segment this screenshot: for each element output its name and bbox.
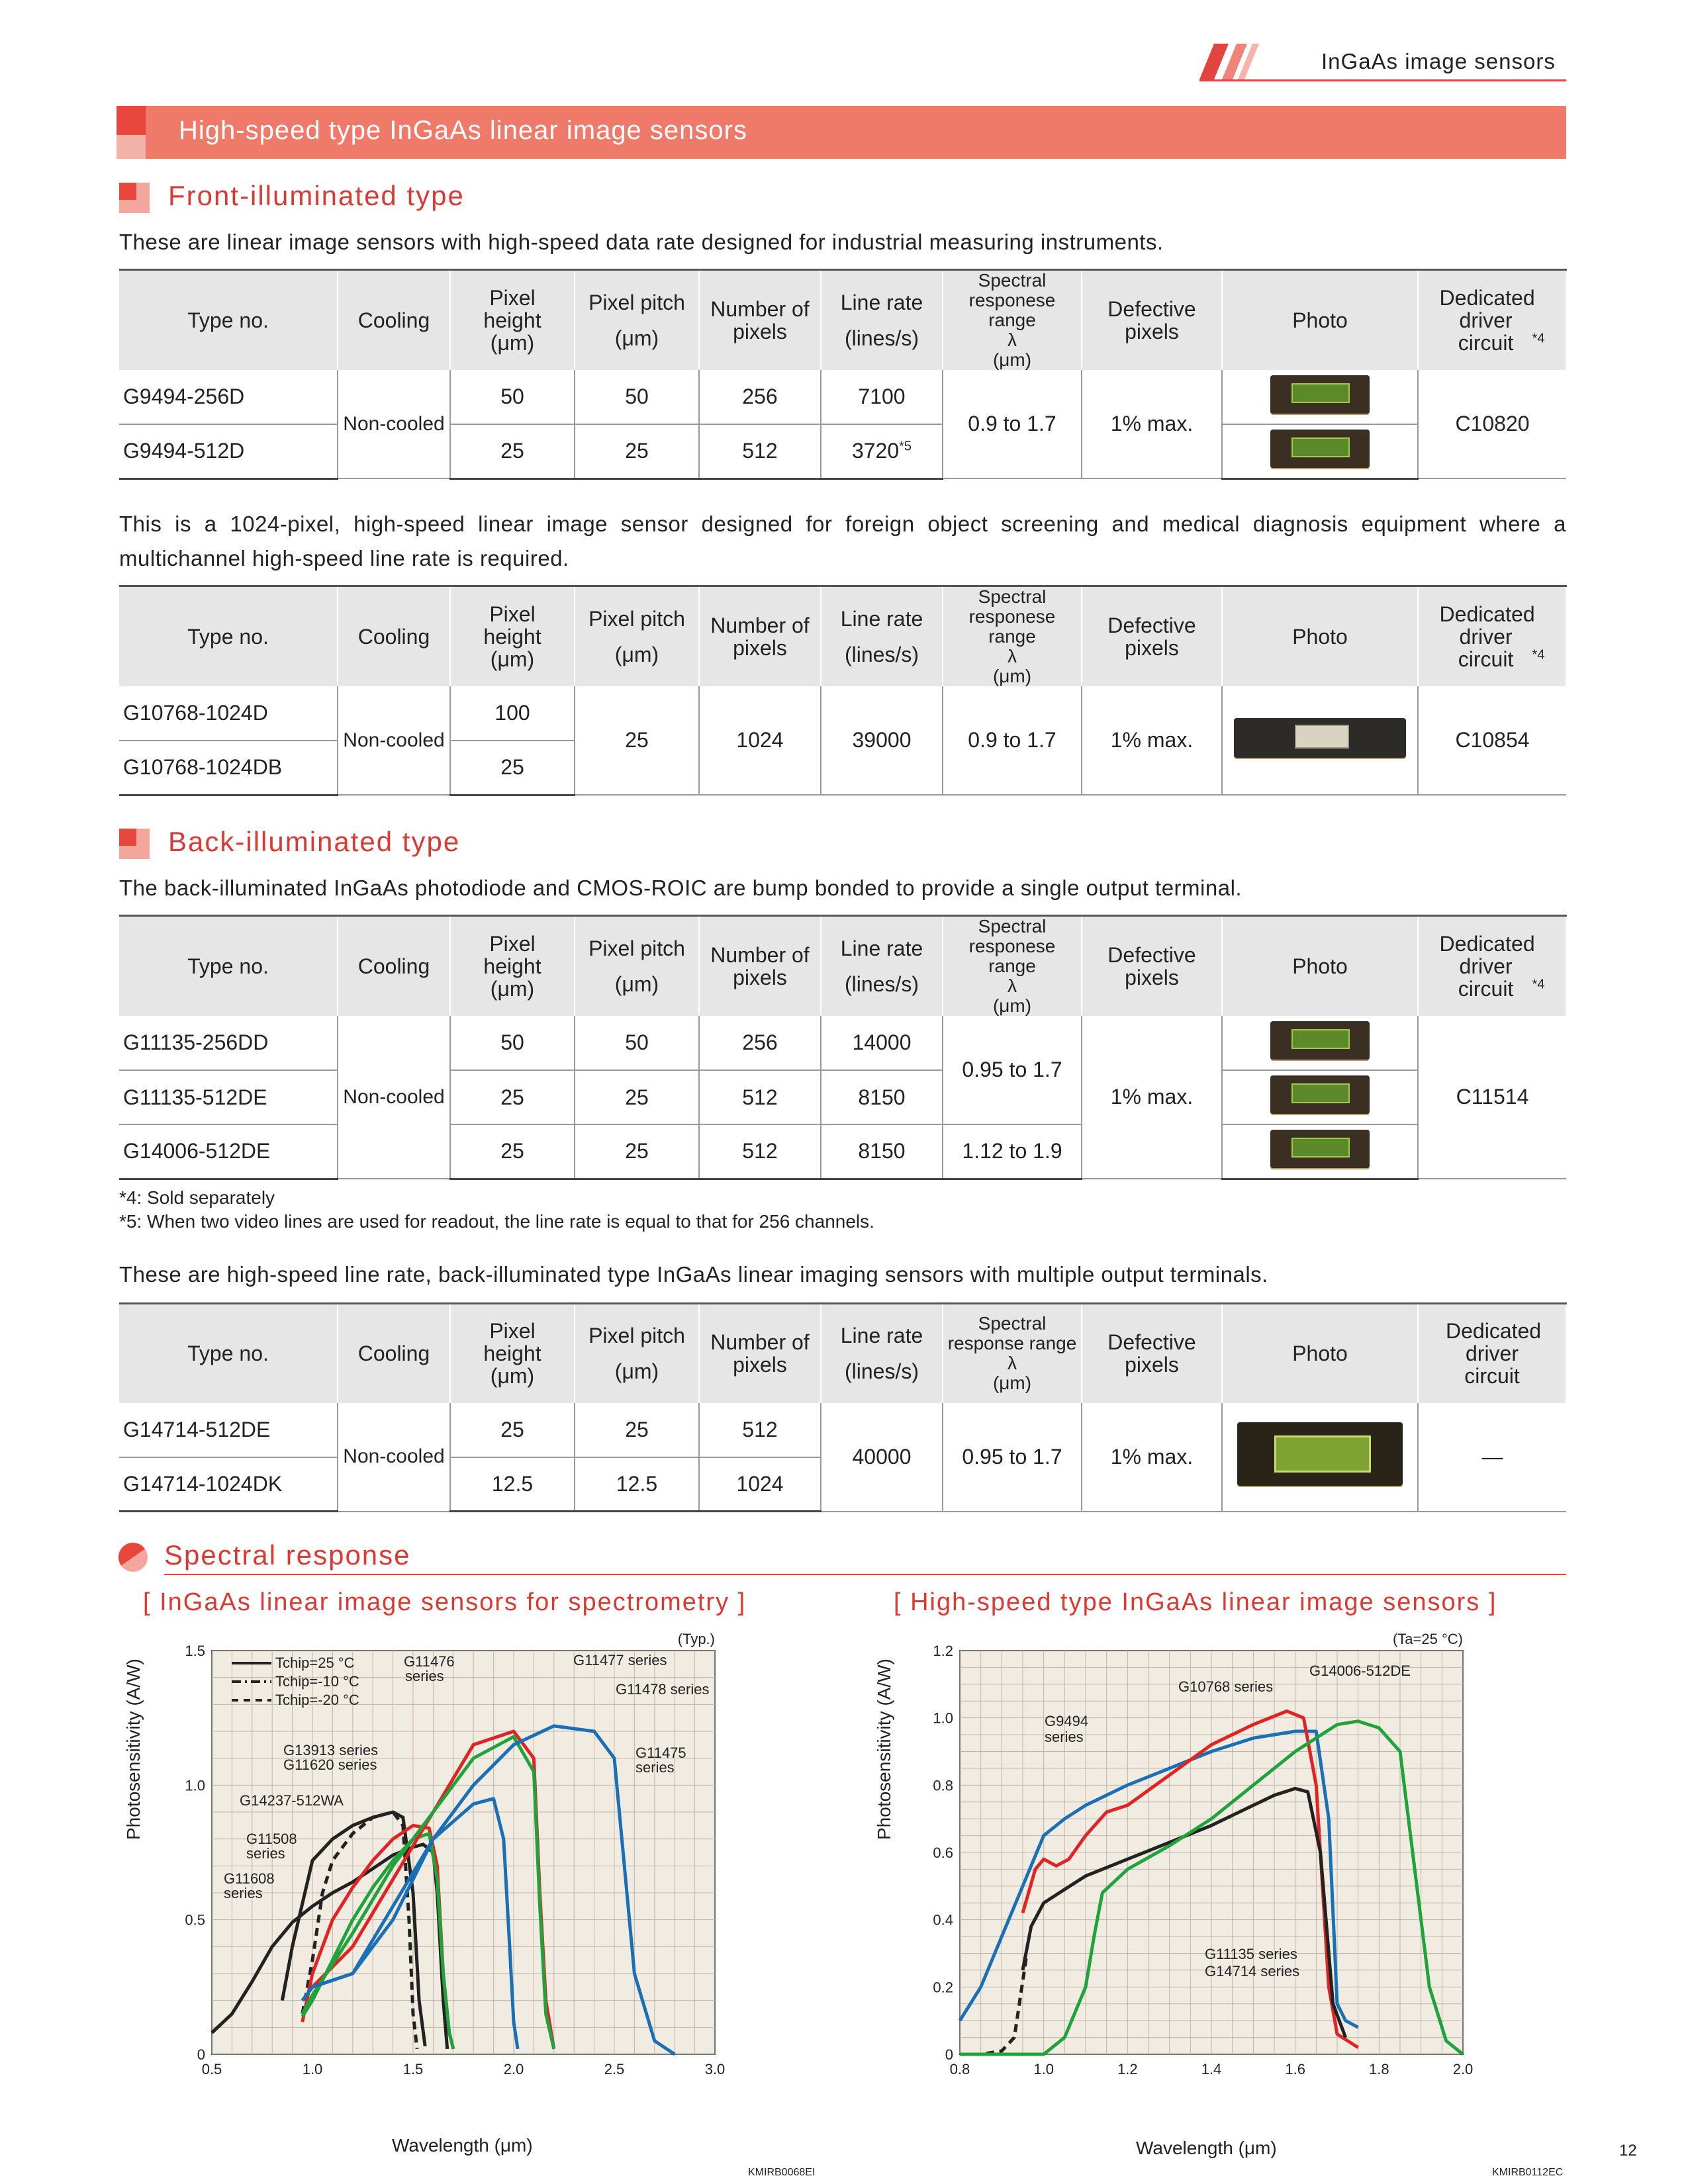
driver-label: Dedicated driver circuit — [1439, 602, 1535, 671]
back-intro-1: The back-illuminated InGaAs photodiode and CMOS-ROIC are bump bonded to provide a single output terminal. — [119, 876, 1243, 900]
sensor-photo-image — [1270, 1130, 1370, 1168]
right-spectral-chart — [867, 1628, 1529, 2131]
pixel-pitch-label: Pixel pitch — [588, 1324, 685, 1348]
footnote-5: *5: When two video lines are used for readout, the line rate is equal to that for 256 channels. — [119, 1211, 874, 1232]
y-tick-label: 0.4 — [933, 1911, 953, 1929]
pixel-pitch-label: Pixel pitch — [588, 607, 685, 631]
series-annotation: G10768 series — [1178, 1678, 1274, 1695]
y-tick-label: 0.2 — [933, 1979, 953, 1996]
spectral-label: Spectral response range — [947, 1313, 1077, 1354]
pitch-cell: 50 — [575, 1016, 699, 1070]
pixel-pitch-label: Pixel pitch — [588, 291, 685, 314]
y-tick-label: 1.0 — [185, 1777, 205, 1794]
num-pixels-label: Number of pixels — [710, 943, 810, 989]
right-chart-note: (Ta=25 °C) — [1392, 1631, 1463, 1647]
photo-cell — [1222, 424, 1418, 478]
photo-cell — [1222, 1124, 1418, 1179]
col-defective — [1082, 1304, 1222, 1403]
table-row — [119, 1070, 1566, 1124]
y-tick-label: 1.5 — [185, 1643, 205, 1659]
col-cooling: Cooling — [338, 586, 450, 687]
unit-label: (μm) — [490, 977, 535, 1001]
col-driver — [1418, 586, 1566, 687]
spec-table-g14714 — [119, 1302, 1567, 1512]
unit-label: (μm) — [490, 331, 535, 355]
table-row — [119, 424, 1566, 478]
col-num-pixels — [699, 270, 821, 371]
photo-cell — [1222, 686, 1418, 795]
col-num-pixels — [699, 586, 821, 687]
unit-label: (μm) — [992, 995, 1032, 1016]
driver-cell: C10854 — [1418, 686, 1566, 795]
type-cell: G10768-1024DB — [119, 741, 338, 795]
left-chart-heading: [ InGaAs linear image sensors for spectrometry ] — [143, 1588, 747, 1616]
spectral-cell: 0.9 to 1.7 — [943, 686, 1082, 795]
height-cell: 100 — [450, 686, 575, 741]
back-intro-2: These are high-speed line rate, back-illuminated type InGaAs linear imaging sensors with multiple output terminals. — [119, 1262, 1268, 1287]
defective-cell: 1% max. — [1082, 1403, 1222, 1512]
series-annotation: G14006-512DE — [1309, 1662, 1411, 1679]
pitch-cell: 25 — [575, 424, 699, 478]
lambda-label: λ — [1008, 646, 1017, 666]
sensor-photo-image — [1270, 430, 1370, 468]
spec-table-g9494 — [119, 269, 1567, 480]
line-rate-label: Line rate — [840, 936, 923, 960]
left-ylabel: Photosensitivity (A/W) — [123, 1659, 144, 1840]
col-defective — [1082, 270, 1222, 371]
height-cell: 25 — [450, 1070, 575, 1124]
pitch-cell: 25 — [575, 1124, 699, 1179]
unit-label: (μm) — [614, 972, 659, 996]
height-cell: 25 — [450, 1124, 575, 1179]
col-num-pixels — [699, 1304, 821, 1403]
type-cell: G10768-1024D — [119, 686, 338, 741]
left-xlabel: Wavelength (μm) — [392, 2135, 533, 2156]
x-tick-label: 0.5 — [201, 2061, 222, 2077]
photo-cell — [1222, 1016, 1418, 1070]
photo-cell — [1222, 1403, 1418, 1512]
unit-label: (lines/s) — [844, 1359, 919, 1384]
y-tick-label: 1.0 — [933, 1709, 953, 1727]
defective-cell: 1% max. — [1082, 686, 1222, 795]
spectral-label: Spectral responese range — [968, 270, 1056, 330]
table-row — [119, 370, 1566, 424]
x-tick-label: 2.0 — [1452, 2061, 1474, 2077]
series-annotation: series — [1045, 1729, 1084, 1745]
defective-cell: 1% max. — [1082, 1016, 1222, 1179]
legend-label: Tchip=-10 °C — [275, 1673, 359, 1690]
type-cell: G14006-512DE — [119, 1124, 338, 1179]
height-cell: 12.5 — [450, 1457, 575, 1512]
front-intro-2: This is a 1024-pixel, high-speed linear image sensor designed for foreign object screening and medical diagnosis equipment where a multichannel high-speed line rate is required. — [119, 512, 1566, 570]
y-tick-label: 0 — [945, 2046, 953, 2063]
col-spectral — [943, 1304, 1082, 1403]
x-tick-label: 1.0 — [1033, 2061, 1054, 2077]
driver-cell: C10820 — [1418, 370, 1566, 478]
line-rate-label: Line rate — [840, 1324, 923, 1348]
sensor-photo-image — [1270, 1021, 1370, 1060]
unit-label: (lines/s) — [844, 972, 919, 996]
col-line-rate — [821, 586, 943, 687]
col-driver — [1418, 1304, 1566, 1403]
col-pixel-height — [450, 270, 575, 371]
lambda-label: λ — [1008, 1353, 1017, 1374]
defective-cell: 1% max. — [1082, 370, 1222, 478]
x-tick-label: 1.6 — [1285, 2061, 1305, 2077]
y-tick-label: 1.2 — [933, 1643, 953, 1659]
col-photo: Photo — [1222, 1304, 1418, 1403]
series-annotation: series — [246, 1845, 285, 1862]
unit-label: (lines/s) — [844, 643, 919, 666]
series-annotation: G11477 series — [573, 1652, 667, 1668]
x-tick-label: 3.0 — [704, 2061, 726, 2077]
y-tick-label: 0.6 — [933, 1844, 953, 1861]
height-cell: 25 — [450, 424, 575, 478]
banner-title: High-speed type InGaAs linear image sensors — [179, 116, 747, 145]
col-driver — [1418, 270, 1566, 371]
spectral-cell: 0.95 to 1.7 — [943, 1016, 1082, 1124]
defective-label: Defective pixels — [1107, 943, 1196, 989]
series-annotation: G11608 — [224, 1870, 275, 1887]
spec-table-g11135 — [119, 915, 1567, 1180]
x-tick-label: 1.2 — [1117, 2061, 1138, 2077]
section-square-icon — [119, 829, 150, 859]
driver-cell: C11514 — [1418, 1016, 1566, 1179]
pitch-cell: 12.5 — [575, 1457, 699, 1512]
photo-cell — [1222, 1070, 1418, 1124]
type-cell: G14714-512DE — [119, 1403, 338, 1457]
sensor-photo-image — [1270, 1075, 1370, 1114]
type-cell: G11135-512DE — [119, 1070, 338, 1124]
pitch-cell: 25 — [575, 1070, 699, 1124]
rate-cell: 40000 — [821, 1403, 943, 1512]
x-tick-label: 1.4 — [1201, 2061, 1222, 2077]
footnote-ref: *4 — [1532, 647, 1545, 662]
cooling-cell: Non-cooled — [338, 1016, 450, 1179]
pixel-height-label: Pixel height — [483, 602, 541, 649]
rate-cell: 39000 — [821, 686, 943, 795]
pixel-height-label: Pixel height — [483, 932, 541, 978]
spectral-section-icon — [118, 1542, 148, 1572]
front-illuminated-title: Front-illuminated type — [168, 180, 465, 211]
pixels-cell: 512 — [699, 1124, 821, 1179]
unit-label: (μm) — [490, 647, 535, 671]
right-chart-heading: [ High-speed type InGaAs linear image sensors ] — [894, 1588, 1497, 1616]
y-tick-label: 0 — [197, 2046, 205, 2063]
col-pixel-height — [450, 916, 575, 1017]
height-cell: 50 — [450, 370, 575, 424]
x-tick-label: 1.5 — [402, 2061, 424, 2077]
driver-label: Dedicated driver circuit — [1446, 1319, 1542, 1388]
defective-label: Defective pixels — [1107, 1330, 1196, 1377]
series-annotation: series — [405, 1668, 444, 1684]
col-type: Type no. — [119, 916, 338, 1017]
col-spectral — [943, 916, 1082, 1017]
x-tick-label: 2.5 — [604, 2061, 625, 2077]
num-pixels-label: Number of pixels — [710, 297, 810, 343]
col-type: Type no. — [119, 586, 338, 687]
table-row — [119, 1124, 1566, 1179]
col-cooling: Cooling — [338, 270, 450, 371]
type-cell: G9494-512D — [119, 424, 338, 478]
col-num-pixels — [699, 916, 821, 1017]
pixels-cell: 256 — [699, 370, 821, 424]
col-defective — [1082, 586, 1222, 687]
col-pixel-pitch — [575, 1304, 699, 1403]
spectral-cell: 1.12 to 1.9 — [943, 1124, 1082, 1179]
series-annotation: G11135 series — [1205, 1946, 1297, 1962]
unit-label: (μm) — [992, 349, 1032, 370]
series-annotation: G11476 — [404, 1653, 455, 1670]
col-defective — [1082, 916, 1222, 1017]
pixels-cell: 1024 — [699, 1457, 821, 1512]
right-ylabel: Photosensitivity (A/W) — [874, 1659, 894, 1840]
pitch-cell: 25 — [575, 1403, 699, 1457]
col-pixel-pitch — [575, 270, 699, 371]
x-tick-label: 2.0 — [503, 2061, 524, 2077]
unit-label: (lines/s) — [844, 326, 919, 350]
spectral-cell: 0.9 to 1.7 — [943, 370, 1082, 478]
page-number: 12 — [1619, 2142, 1637, 2160]
col-line-rate — [821, 1304, 943, 1403]
spectral-label: Spectral responese range — [968, 916, 1056, 976]
pitch-cell: 50 — [575, 370, 699, 424]
height-cell: 50 — [450, 1016, 575, 1070]
banner-accent — [117, 135, 146, 159]
pixel-height-label: Pixel height — [483, 286, 541, 332]
col-line-rate — [821, 916, 943, 1017]
y-tick-label: 0.5 — [185, 1911, 205, 1929]
series-annotation: G11620 series — [283, 1756, 377, 1773]
x-tick-label: 1.0 — [302, 2061, 323, 2077]
lambda-label: λ — [1008, 330, 1017, 350]
cooling-cell: Non-cooled — [338, 686, 450, 795]
series-annotation: G11475 — [635, 1745, 686, 1761]
rate-cell: 7100 — [821, 370, 943, 424]
driver-label: Dedicated driver circuit — [1439, 286, 1535, 355]
col-cooling: Cooling — [338, 916, 450, 1017]
unit-label: (μm) — [614, 1359, 659, 1384]
height-cell: 25 — [450, 1403, 575, 1457]
series-annotation: G13913 series — [283, 1742, 379, 1758]
spectral-cell: 0.95 to 1.7 — [943, 1403, 1082, 1512]
num-pixels-label: Number of pixels — [710, 1330, 810, 1377]
driver-label: Dedicated driver circuit — [1439, 932, 1535, 1001]
defective-label: Defective pixels — [1107, 614, 1196, 660]
col-photo: Photo — [1222, 916, 1418, 1017]
rate-cell: 14000 — [821, 1016, 943, 1070]
col-pixel-height — [450, 586, 575, 687]
legend-label: Tchip=-20 °C — [275, 1692, 359, 1708]
spectral-label: Spectral responese range — [968, 586, 1056, 647]
series-annotation: G14714 series — [1205, 1963, 1300, 1979]
section-square-icon — [119, 183, 150, 213]
right-chart-code: KMIRB0112EC — [1492, 2167, 1564, 2178]
pixel-height-label: Pixel height — [483, 1319, 541, 1366]
footnote-ref: *4 — [1532, 977, 1545, 992]
x-tick-label: 1.8 — [1369, 2061, 1389, 2077]
rate-cell: 8150 — [821, 1070, 943, 1124]
num-pixels-label: Number of pixels — [710, 614, 810, 660]
footnote-4: *4: Sold separately — [119, 1187, 275, 1208]
sensor-photo-image — [1237, 1422, 1403, 1486]
header-rule — [1199, 79, 1566, 81]
table-row — [119, 686, 1566, 741]
unit-label: (μm) — [490, 1364, 535, 1388]
spec-table-g10768 — [119, 585, 1567, 796]
height-cell: 25 — [450, 741, 575, 795]
col-photo: Photo — [1222, 586, 1418, 687]
left-chart-note: (Typ.) — [677, 1631, 715, 1647]
col-driver — [1418, 916, 1566, 1017]
banner-accent-dark — [117, 106, 146, 135]
back-illuminated-title: Back-illuminated type — [168, 826, 461, 857]
lambda-label: λ — [1008, 976, 1017, 996]
pixels-cell: 1024 — [699, 686, 821, 795]
type-cell: G9494-256D — [119, 370, 338, 424]
line-rate-label: Line rate — [840, 291, 923, 314]
table-row — [119, 1016, 1566, 1070]
pitch-cell: 25 — [575, 686, 699, 795]
right-xlabel: Wavelength (μm) — [1136, 2138, 1277, 2158]
col-pixel-height — [450, 1304, 575, 1403]
unit-label: (μm) — [992, 666, 1032, 686]
x-tick-label: 0.8 — [949, 2061, 970, 2077]
col-pixel-pitch — [575, 916, 699, 1017]
unit-label: (μm) — [992, 1373, 1032, 1394]
series-annotation: G9494 — [1045, 1713, 1089, 1729]
rate-cell — [821, 424, 943, 478]
photo-cell — [1222, 370, 1418, 424]
y-tick-label: 0.8 — [933, 1777, 953, 1794]
type-cell: G14714-1024DK — [119, 1457, 338, 1512]
pixels-cell: 512 — [699, 424, 821, 478]
cooling-cell: Non-cooled — [338, 370, 450, 478]
line-rate-label: Line rate — [840, 607, 923, 631]
pixels-cell: 256 — [699, 1016, 821, 1070]
pixels-cell: 512 — [699, 1403, 821, 1457]
header-title: InGaAs image sensors — [1321, 49, 1556, 73]
driver-cell: — — [1418, 1403, 1566, 1512]
col-spectral — [943, 270, 1082, 371]
unit-label: (μm) — [614, 326, 659, 350]
footnote-ref: *4 — [1532, 331, 1545, 346]
rate-value: 3720 — [851, 439, 900, 463]
legend-label: Tchip=25 °C — [275, 1655, 355, 1671]
series-annotation: G11478 series — [616, 1681, 710, 1698]
defective-label: Defective pixels — [1107, 297, 1196, 343]
col-type: Type no. — [119, 1304, 338, 1403]
col-spectral — [943, 586, 1082, 687]
table-row — [119, 1403, 1566, 1457]
left-chart-code: KMIRB0068EI — [748, 2167, 816, 2178]
spectral-response-title: Spectral response — [164, 1539, 411, 1570]
col-pixel-pitch — [575, 586, 699, 687]
front-intro-1: These are linear image sensors with high-speed data rate designed for industrial measuring instruments. — [119, 230, 1164, 254]
brand-stripes-icon — [1199, 44, 1259, 79]
col-cooling: Cooling — [338, 1304, 450, 1403]
col-type: Type no. — [119, 270, 338, 371]
col-photo: Photo — [1222, 270, 1418, 371]
series-annotation: G11508 — [246, 1831, 297, 1847]
rate-cell: 8150 — [821, 1124, 943, 1179]
series-annotation: series — [224, 1885, 263, 1901]
footnote-ref: *5 — [899, 439, 912, 454]
unit-label: (μm) — [614, 643, 659, 666]
sensor-photo-image — [1270, 375, 1370, 414]
cooling-cell: Non-cooled — [338, 1403, 450, 1512]
type-cell: G11135-256DD — [119, 1016, 338, 1070]
series-annotation: series — [635, 1759, 675, 1776]
series-annotation: G14237-512WA — [240, 1792, 344, 1809]
col-line-rate — [821, 270, 943, 371]
sensor-photo-image — [1234, 718, 1406, 758]
spectral-rule — [164, 1574, 1566, 1575]
pixel-pitch-label: Pixel pitch — [588, 936, 685, 960]
pixels-cell: 512 — [699, 1070, 821, 1124]
left-spectral-chart — [126, 1628, 748, 2131]
